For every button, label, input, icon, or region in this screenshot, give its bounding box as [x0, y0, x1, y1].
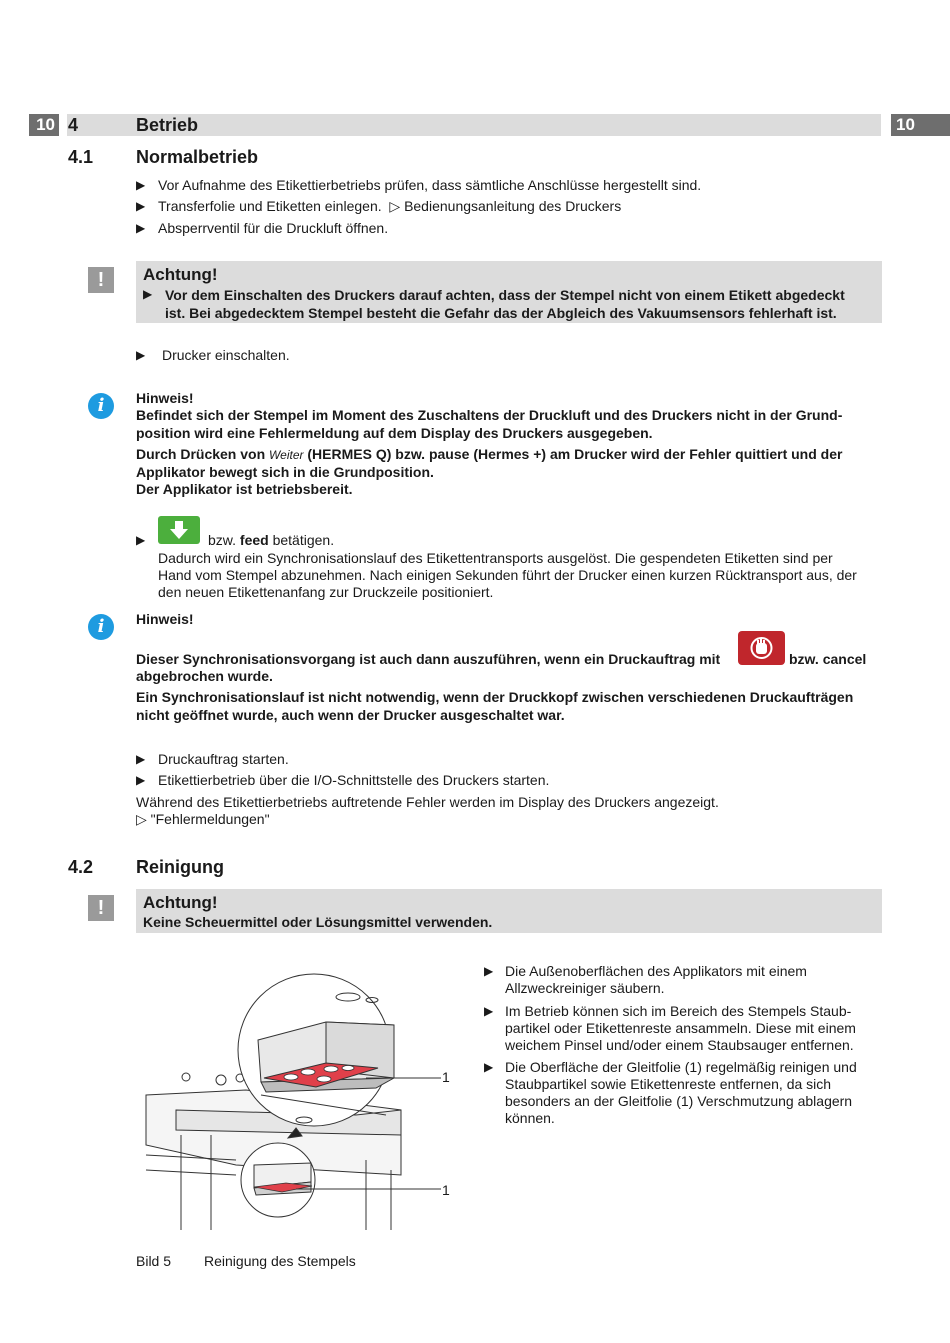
body-text: Während des Etikettierbetriebs auftretende Fehler werden im Display des Druckers angezeigt. [136, 794, 719, 810]
warning-text: Vor dem Einschalten des Druckers darauf achten, dass der Stempel nicht von einem Etikett abgedeckt ist. Bei abgedecktem Stempel besteht die Gefahr das der Abgleich des Vakuumsensors fehlerhaft ist. [165, 287, 845, 321]
note-text: Dieser Synchronisationsvorgang ist auch dann auszuführen, wenn ein Druckauftrag mit [136, 651, 721, 667]
warning-box [136, 889, 882, 933]
warning-box [136, 261, 882, 323]
list-item: Allzweckreiniger säubern. [505, 980, 665, 996]
triangle-right-icon: ▶ [136, 178, 146, 192]
list-item: partikel oder Etikettenreste ansammeln. Diese mit einem [505, 1020, 856, 1036]
info-icon: i [88, 393, 114, 419]
triangle-right-icon: ▶ [136, 752, 146, 766]
triangle-right-icon: ▶ [484, 964, 494, 978]
note-text: abgebrochen wurde. [136, 668, 273, 684]
list-item: weichem Pinsel und/oder einem Staubsauger entfernen. [505, 1037, 854, 1053]
display-key-label: Weiter [269, 448, 304, 462]
note-title: Hinweis! [136, 390, 194, 406]
triangle-right-icon: ▶ [484, 1004, 494, 1018]
figure-callout: 1 [442, 1069, 450, 1085]
list-item: Staubpartikel sowie Etikettenreste entfernen, da sich [505, 1076, 832, 1092]
cross-reference: ▷ Bedienungsanleitung des Druckers [389, 198, 622, 214]
note-text: Ein Synchronisationslauf ist nicht notwendig, wenn der Druckkopf zwischen verschiedenen Druckaufträgen [136, 689, 854, 705]
warning-text: Keine Scheuermittel oder Lösungsmittel verwenden. [143, 914, 493, 930]
note-text: position wird eine Fehlermeldung auf dem Display des Druckers ausgegeben. [136, 425, 653, 441]
exclamation-icon: ! [88, 895, 114, 921]
section-number: 4.1 [68, 147, 94, 167]
section-title: Normalbetrieb [136, 147, 259, 167]
list-item: können. [505, 1110, 555, 1126]
feed-key-icon [158, 516, 200, 544]
list-item: Die Außenoberflächen des Applikators mit einem [505, 963, 807, 979]
cross-reference: ▷ "Fehlermeldungen" [136, 811, 270, 827]
note-text: nicht geöffnet wurde, auch wenn der Drucker ausgeschaltet war. [136, 707, 565, 723]
list-item: Die Oberfläche der Gleitfolie (1) regelmäßig reinigen und [505, 1059, 857, 1075]
exclamation-icon: ! [88, 267, 114, 293]
note-text: Durch Drücken von Weiter (HERMES Q) bzw. pause (Hermes +) am Drucker wird der Fehler quittiert und der [136, 446, 843, 462]
triangle-right-icon: ▶ [136, 773, 146, 787]
note-text: Befindet sich der Stempel im Moment des Zuschaltens der Druckluft und des Druckers nicht in der Grund- [136, 407, 843, 423]
section-number: 4.2 [68, 857, 94, 877]
chapter-title: Betrieb [136, 115, 199, 135]
warning-title: Achtung! [143, 893, 218, 912]
arrow-down-icon [158, 516, 200, 544]
triangle-right-icon: ▶ [136, 221, 146, 235]
list-item: Im Betrieb können sich im Bereich des Stempels Staub- [505, 1003, 852, 1019]
stamp-illustration [136, 960, 456, 1240]
note-title: Hinweis! [136, 611, 194, 627]
info-icon: i [88, 614, 114, 640]
note-text: bzw. cancel [789, 651, 867, 667]
cleaning-figure [136, 960, 456, 1240]
feed-step-text: Dadurch wird ein Synchronisationslauf des Etikettentransports ausgelöst. Die gespendeten Etiketten sind per [158, 550, 833, 566]
note-text: Applikator bewegt sich in die Grundposition. [136, 464, 434, 480]
figure-caption-number: Bild 5 [136, 1253, 172, 1269]
triangle-right-icon: ▶ [136, 199, 146, 213]
cancel-key-icon [738, 631, 785, 665]
triangle-right-icon: ▶ [136, 348, 146, 362]
list-item: besonders an der Gleitfolie (1) Verschmutzung ablagern [505, 1093, 853, 1109]
feed-step-text: den neuen Etikettenanfang zur Druckzeile positioniert. [158, 584, 494, 600]
page-number-left: 10 [29, 114, 59, 136]
chapter-number: 4 [68, 115, 79, 135]
hand-stop-icon [738, 631, 785, 665]
triangle-right-icon: ▶ [484, 1060, 494, 1074]
figure-caption-text: Reinigung des Stempels [204, 1253, 356, 1269]
warning-title: Achtung! [143, 265, 218, 284]
feed-step-text: Hand vom Stempel abzunehmen. Nach einigen Sekunden führt der Drucker einen kurzen Rücktransport aus, der [158, 567, 857, 583]
section-title: Reinigung [136, 857, 224, 877]
triangle-right-icon: ▶ [136, 533, 146, 547]
feed-step-text: bzw. feed betätigen. [208, 532, 335, 548]
page-number-right: 10 [891, 114, 950, 136]
note-text: Der Applikator ist betriebsbereit. [136, 481, 353, 497]
figure-callout: 1 [442, 1182, 450, 1198]
triangle-right-icon: ▶ [143, 287, 153, 301]
